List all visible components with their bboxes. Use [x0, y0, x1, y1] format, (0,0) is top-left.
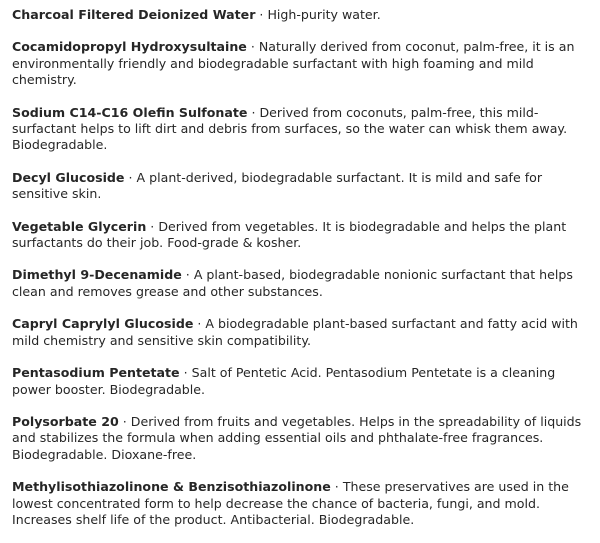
ingredient-description: Derived from coconuts, palm-free, this mild-surfactant helps to lift dirt and debris from surfaces, so the water can whisk them away. Biodegradable.	[12, 104, 568, 153]
separator-dot: ·	[247, 104, 260, 120]
separator-dot: ·	[181, 267, 194, 283]
ingredient-name: Vegetable Glycerin	[12, 218, 147, 234]
ingredient-name: Polysorbate 20	[12, 413, 119, 429]
ingredient-description: A plant-derived, biodegradable surfactant. It is mild and safe for sensitive skin.	[12, 169, 543, 202]
separator-dot: ·	[255, 7, 268, 22]
ingredient-name: Decyl Glucoside	[12, 169, 125, 185]
ingredient-name: Dimethyl 9-Decenamide	[12, 267, 182, 283]
separator-dot: ·	[246, 39, 259, 55]
separator-dot: ·	[330, 479, 343, 495]
separator-dot: ·	[146, 218, 159, 234]
ingredient-name: Methylisothiazolinone & Benzisothiazolinone	[12, 479, 331, 495]
ingredient-name: Pentasodium Pentetate	[12, 365, 180, 381]
ingredient-entry	[12, 479, 586, 528]
ingredient-entry	[12, 170, 586, 203]
ingredient-name: Capryl Caprylyl Glucoside	[12, 316, 194, 332]
ingredient-description: A plant-based, biodegradable nonionic surfactant that helps clean and removes grease and other substances.	[12, 267, 573, 299]
ingredient-name: Sodium C14-C16 Olefin Sulfonate	[12, 104, 248, 120]
separator-dot: ·	[124, 169, 137, 185]
ingredient-description: High-purity water.	[267, 7, 381, 22]
ingredient-entry	[12, 316, 586, 349]
ingredient-description: These preservatives are used in the lowest concentrated form to help decrease the chance of bacteria, fungi, and mold. Increases shelf life of the product. Antibacterial. Biodegradable.	[12, 479, 569, 527]
ingredient-entry	[12, 414, 586, 463]
separator-dot: ·	[118, 413, 131, 429]
ingredient-name: Charcoal Filtered Deionized Water	[12, 7, 256, 22]
ingredient-entry	[12, 105, 586, 154]
ingredient-entry	[12, 219, 586, 252]
ingredient-entry	[12, 39, 586, 88]
ingredient-entry	[12, 365, 586, 398]
ingredient-description: Naturally derived from coconut, palm-free, it is an environmentally friendly and biodegradable surfactant with high foaming and mild chemistry.	[12, 39, 575, 88]
separator-dot: ·	[193, 316, 206, 332]
ingredient-entry	[12, 267, 586, 300]
ingredient-description: A biodegradable plant-based surfactant and fatty acid with mild chemistry and sensitive skin compatibility.	[12, 316, 578, 348]
ingredient-description: Derived from fruits and vegetables. Helps in the spreadability of liquids and stabilizes the formula when adding essential oils and phthalate-free fragrances. Biodegradable. Dioxane-free.	[12, 413, 582, 462]
ingredient-description: Derived from vegetables. It is biodegradable and helps the plant surfactants do their job. Food-grade & kosher.	[12, 218, 567, 251]
ingredient-name: Cocamidopropyl Hydroxysultaine	[12, 39, 247, 55]
separator-dot: ·	[179, 365, 192, 381]
ingredient-description: Salt of Pentetic Acid. Pentasodium Pentetate is a cleaning power booster. Biodegradable.	[12, 365, 556, 397]
ingredient-entry	[12, 7, 586, 23]
